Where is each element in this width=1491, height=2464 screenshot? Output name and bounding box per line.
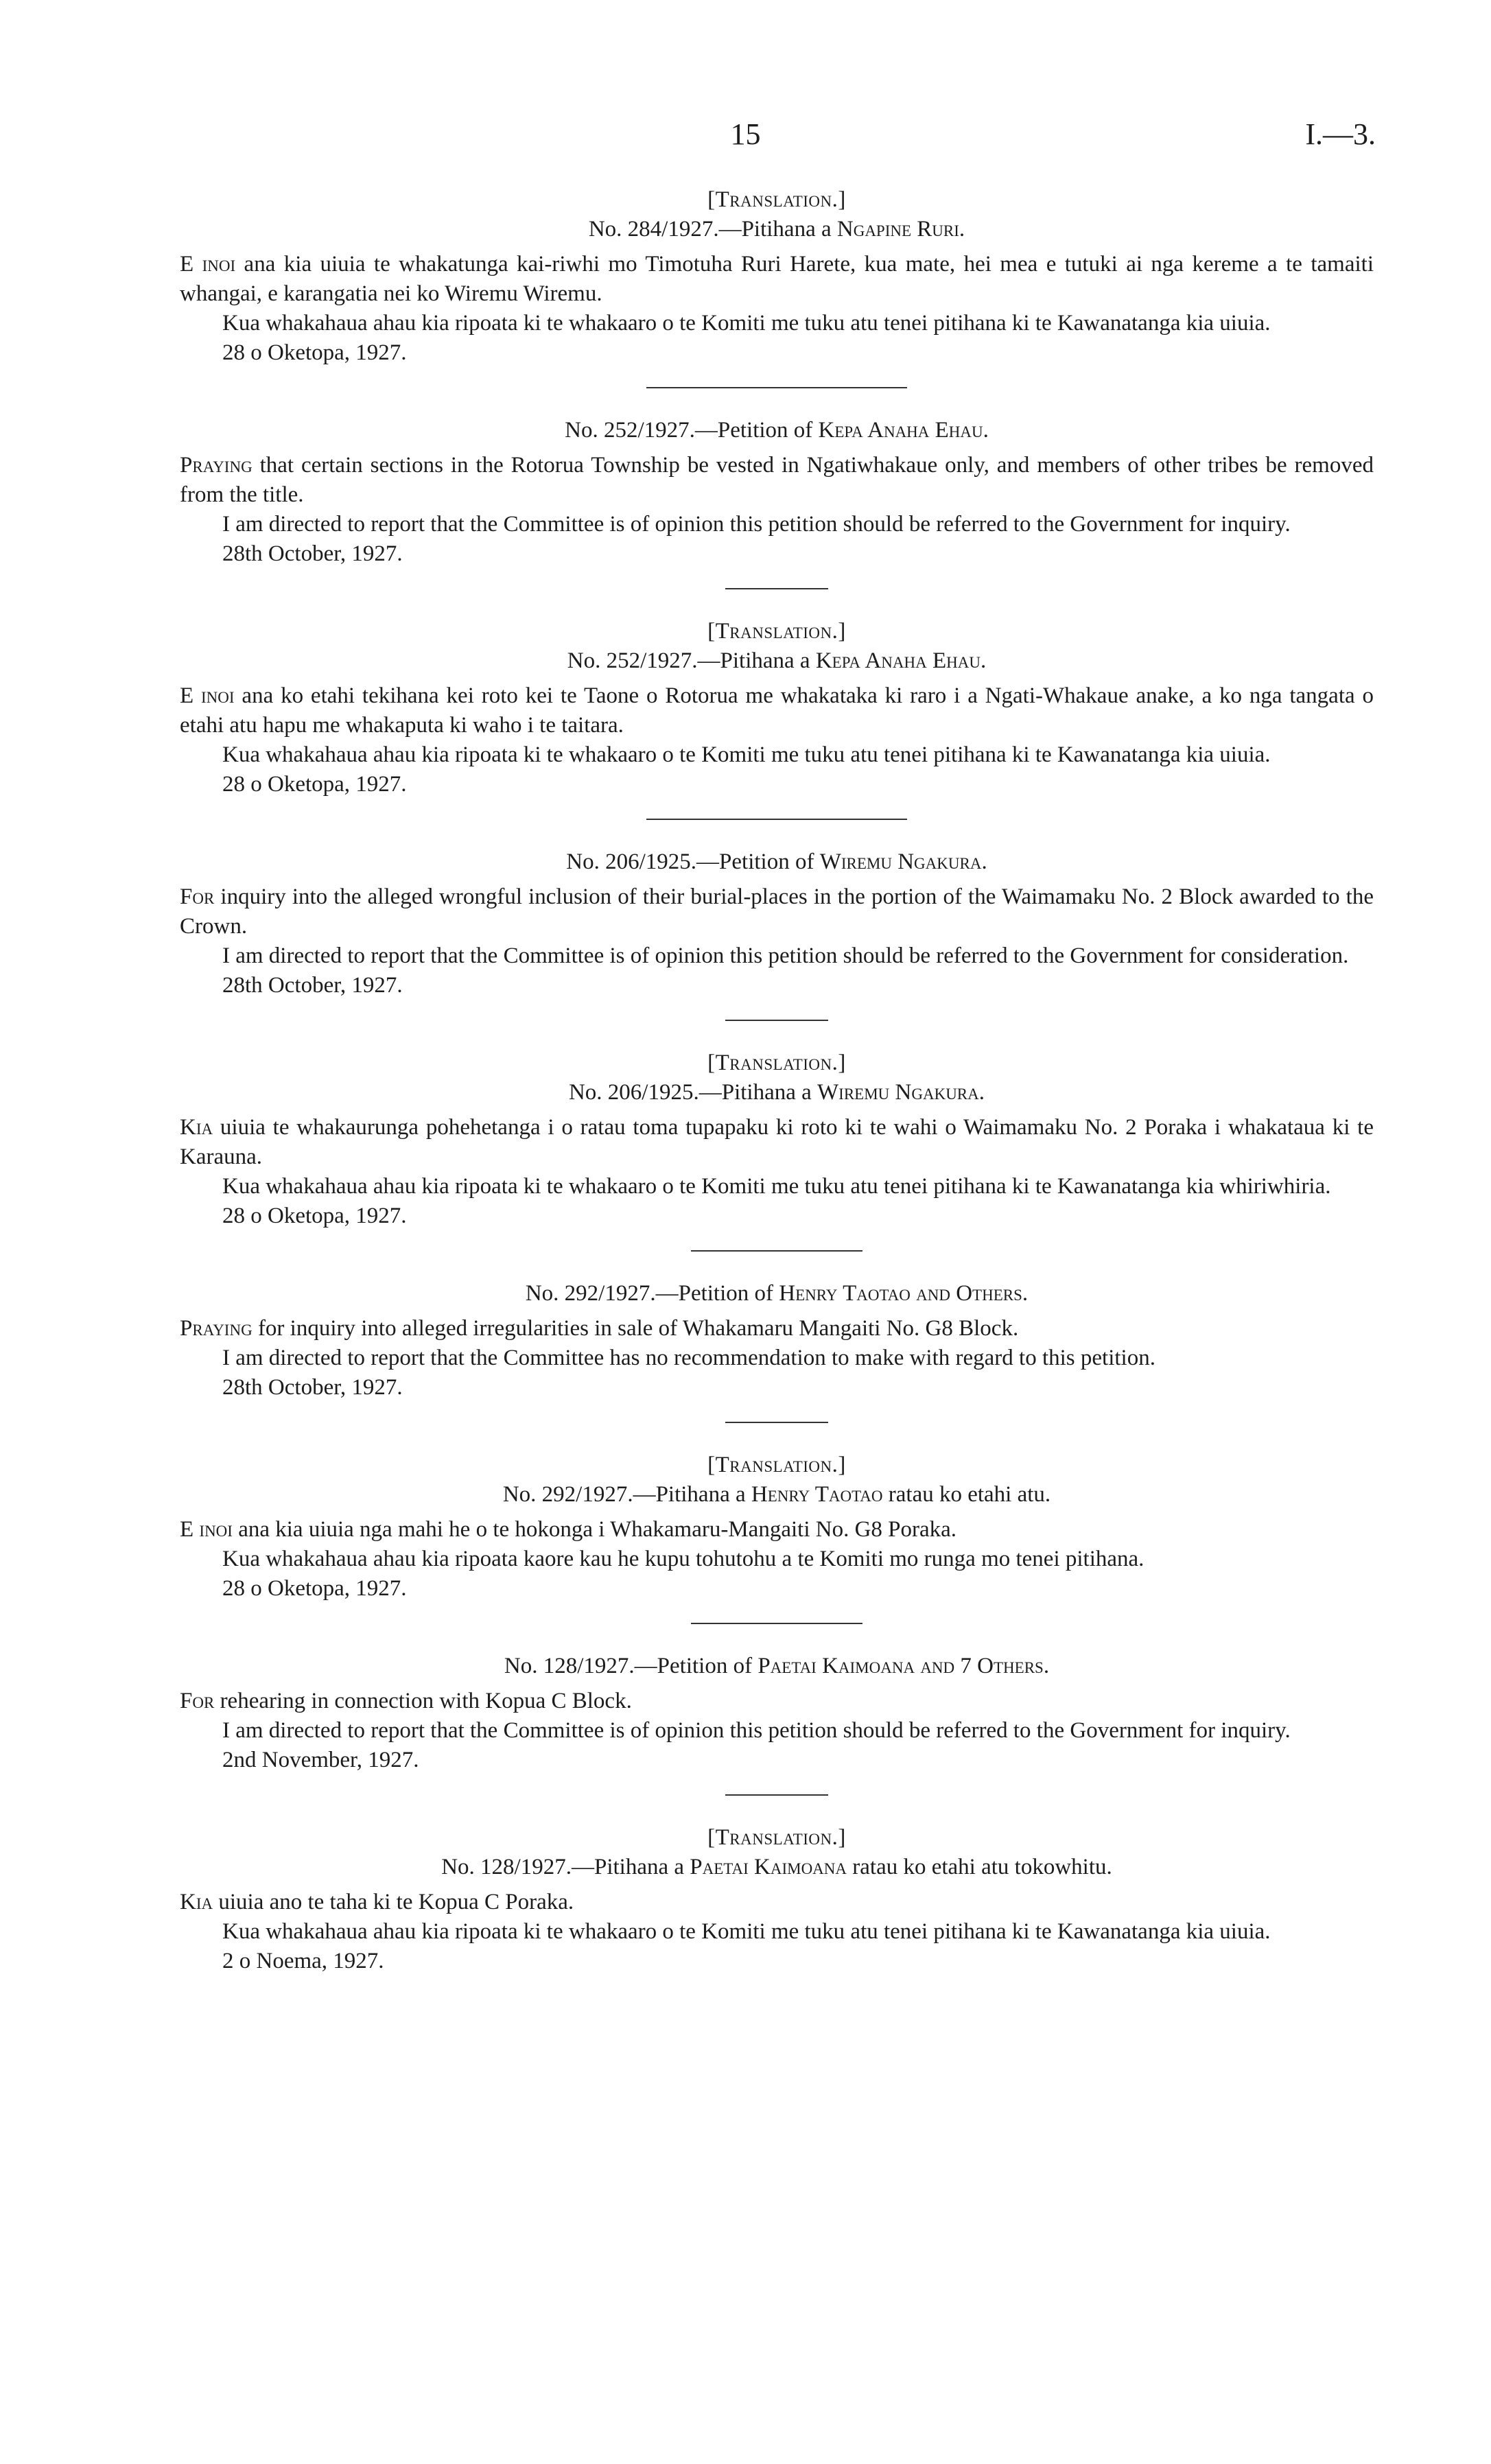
petition-title: No. 128/1927.—Petition of Paetai Kaimoana and 7 Others. (504, 1654, 1050, 1678)
committee-report: Kua whakahaua ahau kia ripoata ki te whakaaro o te Komiti me tuku atu tenei pitihana ki te Kawanatanga kia uiuia. (222, 1919, 1271, 1944)
section-divider (725, 1794, 828, 1796)
petition-title: No. 252/1927.—Petition of Kepa Anaha Ehau. (565, 418, 989, 443)
petition-section-292-translation (180, 1451, 1374, 1604)
petition-section-252 (180, 416, 1374, 569)
section-divider (646, 387, 907, 388)
petition-section-206 (180, 847, 1374, 1000)
petition-section-128 (180, 1652, 1374, 1775)
document-reference: I.—3. (1305, 117, 1376, 151)
petition-title: No. 206/1925.—Pitihana a Wiremu Ngakura. (568, 1080, 985, 1105)
translation-label: [Translation.] (707, 619, 846, 644)
committee-report: I am directed to report that the Committee is of opinion this petition should be referred to the Government for consideration. (222, 943, 1349, 968)
petition-title: No. 284/1927.—Pitihana a Ngapine Ruri. (588, 217, 965, 242)
report-date: 28 o Oketopa, 1927. (222, 772, 407, 797)
petition-prayer: E inoi ana kia uiuia te whakatunga kai-riwhi mo Timotuha Ruri Harete, kua mate, hei mea e tutuki ai nga kereme a te tamaiti whangai, e karangatia nei ko Wiremu Wiremu. (180, 252, 1374, 306)
committee-report: Kua whakahaua ahau kia ripoata ki te whakaaro o te Komiti me tuku atu tenei pitihana ki te Kawanatanga kia whiriwhiria. (222, 1174, 1331, 1199)
petition-prayer: Kia uiuia ano te taha ki te Kopua C Poraka. (180, 1890, 574, 1914)
page-header (0, 117, 1491, 151)
petition-prayer: E inoi ana ko etahi tekihana kei roto kei te Taone o Rotorua me whakataka ki raro i a Ngati-Whakaue anake, a ko nga tangata o etahi atu hapu me whakaputa ki waho i te taitara. (180, 683, 1374, 738)
committee-report: I am directed to report that the Committee is of opinion this petition should be referred to the Government for inquiry. (222, 512, 1291, 537)
petition-title: No. 206/1925.—Petition of Wiremu Ngakura. (566, 849, 987, 874)
petition-section-206-translation (180, 1048, 1374, 1231)
committee-report: Kua whakahaua ahau kia ripoata ki te whakaaro o te Komiti me tuku atu tenei pitihana ki te Kawanatanga kia uiuia. (222, 742, 1271, 767)
petition-prayer: Kia uiuia te whakaurunga pohehetanga i o ratau toma tupapaku ki roto ki te wahi o Waimamaku No. 2 Poraka i whakataua ki te Karauna. (180, 1115, 1374, 1169)
petition-title: No. 292/1927.—Pitihana a Henry Taotao ratau ko etahi atu. (502, 1482, 1051, 1507)
translation-label: [Translation.] (707, 1051, 846, 1075)
petition-section-128-translation (180, 1823, 1374, 1976)
translation-label: [Translation.] (707, 1825, 846, 1850)
petition-prayer: For inquiry into the alleged wrongful inclusion of their burial-places in the portion of the Waimamaku No. 2 Block awarded to the Crown. (180, 884, 1374, 939)
report-date: 28 o Oketopa, 1927. (222, 1204, 407, 1228)
report-date: 2 o Noema, 1927. (222, 1949, 384, 1973)
translation-label: [Translation.] (707, 1453, 846, 1477)
report-date: 28th October, 1927. (222, 973, 403, 998)
report-date: 28 o Oketopa, 1927. (222, 340, 407, 365)
committee-report: I am directed to report that the Committee has no recommendation to make with regard to this petition. (222, 1346, 1155, 1370)
committee-report: I am directed to report that the Committee is of opinion this petition should be referred to the Government for inquiry. (222, 1718, 1291, 1743)
report-date: 28 o Oketopa, 1927. (222, 1576, 407, 1601)
section-divider (725, 1422, 828, 1423)
petition-prayer: For rehearing in connection with Kopua C Block. (180, 1689, 632, 1713)
section-divider (691, 1250, 862, 1252)
section-divider (646, 819, 907, 820)
petition-title: No. 292/1927.—Petition of Henry Taotao and Others. (525, 1281, 1029, 1306)
petition-prayer: Praying that certain sections in the Rotorua Township be vested in Ngatiwhakaue only, and members of other tribes be removed from the title. (180, 453, 1374, 507)
petition-section-284-translation (180, 185, 1374, 368)
section-divider (725, 1020, 828, 1021)
petition-prayer: Praying for inquiry into alleged irregularities in sale of Whakamaru Mangaiti No. G8 Block. (180, 1316, 1019, 1341)
report-date: 28th October, 1927. (222, 1375, 403, 1400)
committee-report: Kua whakahaua ahau kia ripoata ki te whakaaro o te Komiti me tuku atu tenei pitihana ki te Kawanatanga kia uiuia. (222, 311, 1271, 336)
translation-label: [Translation.] (707, 187, 846, 212)
section-divider (725, 588, 828, 589)
section-divider (691, 1623, 862, 1624)
document-body (180, 185, 1374, 1976)
page-number: 15 (730, 117, 761, 151)
report-date: 2nd November, 1927. (222, 1748, 419, 1772)
committee-report: Kua whakahaua ahau kia ripoata kaore kau he kupu tohutohu a te Komiti mo runga mo tenei pitihana. (222, 1547, 1144, 1571)
petition-title: No. 128/1927.—Pitihana a Paetai Kaimoana ratau ko etahi atu tokowhitu. (441, 1855, 1112, 1879)
petition-prayer: E inoi ana kia uiuia nga mahi he o te hokonga i Whakamaru-Mangaiti No. G8 Poraka. (180, 1517, 957, 1542)
report-date: 28th October, 1927. (222, 541, 403, 566)
petition-section-292 (180, 1279, 1374, 1403)
petition-title: No. 252/1927.—Pitihana a Kepa Anaha Ehau. (567, 648, 987, 673)
petition-section-252-translation (180, 617, 1374, 799)
